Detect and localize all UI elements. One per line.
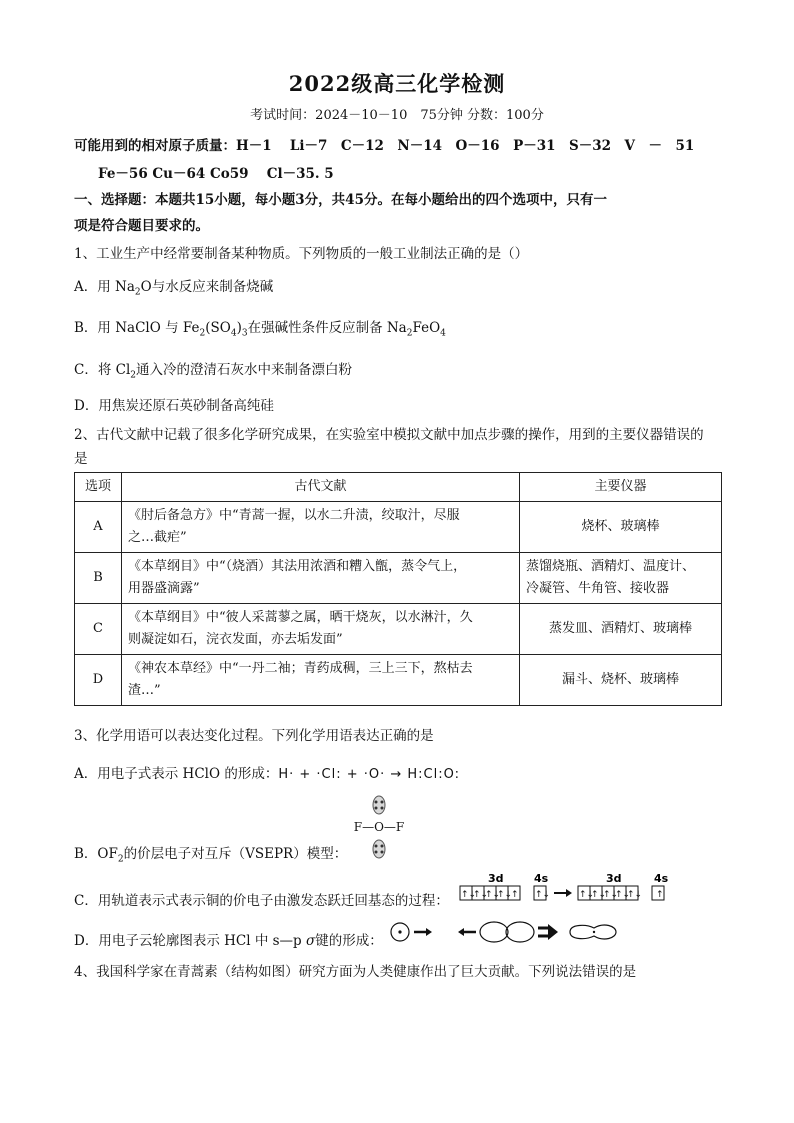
subscript: 2 xyxy=(406,328,413,339)
label-4s: 4s xyxy=(534,872,549,885)
instrument-line: 蒸馏烧瓶、酒精灯、温度计、 xyxy=(526,559,696,574)
row-option: C xyxy=(75,604,122,655)
subscript: 4 xyxy=(440,328,446,339)
literature-line: 《神农本草经》中“一丹二袖；青药成稠，三上三下，熬枯去 xyxy=(128,661,473,676)
electron-formula: H· + ·Cl: + ·O· → H:Cl:O: xyxy=(278,767,461,782)
option-text: 的价层电子对互斥（VSEPR）模型： xyxy=(123,846,348,862)
svg-text:↑↓: ↑↓ xyxy=(579,890,595,900)
option-text: A．用电子式表示 HClO 的形成： xyxy=(74,766,279,782)
section-heading-line2: 项是符合题目要求的。 xyxy=(74,218,209,234)
label-4s-right: 4s xyxy=(654,872,669,885)
svg-text:↑↓: ↑↓ xyxy=(603,890,619,900)
literature-line: 《肘后备急方》中“青蒿一握，以水二升渍，绞取汁，尽服 xyxy=(128,508,460,523)
subscript: 2 xyxy=(130,370,137,381)
literature-line: 则凝淀如石，浣衣发面，亦去垢发面” xyxy=(128,632,343,647)
row-option: B xyxy=(75,553,122,604)
literature-line: 《本草纲目》中“彼人采蒿蓼之属，晒干烧灰，以水淋汁，久 xyxy=(128,610,473,625)
svg-text:↑↓: ↑↓ xyxy=(497,890,513,900)
question-2-table xyxy=(74,472,722,706)
header-option: 选项 xyxy=(75,473,122,502)
question-3-option-b xyxy=(74,842,347,865)
option-text: B．用 NaClO 与 Fe xyxy=(74,320,200,336)
question-1-option-c xyxy=(74,358,352,381)
question-4-stem: 4、我国科学家在青蒿素（结构如图）研究方面为人类健康作出了巨大贡献。下列说法错误的是 xyxy=(74,964,637,980)
option-text: O与水反应来制备烧碱 xyxy=(140,279,274,295)
svg-text:↑↓: ↑↓ xyxy=(615,890,631,900)
question-1-option-a xyxy=(74,275,273,298)
svg-text:↑↓: ↑↓ xyxy=(591,890,607,900)
row-literature xyxy=(122,604,520,655)
svg-text:↑↓: ↑↓ xyxy=(473,890,489,900)
row-option: A xyxy=(75,502,122,553)
row-instruments: 漏斗、烧杯、玻璃棒 xyxy=(520,655,722,706)
table-row xyxy=(75,604,722,655)
question-2-stem-line1: 2、古代文献中记载了很多化学研究成果，在实验室中模拟文献中加点步骤的操作，用到的主要仪器错误的 xyxy=(74,427,704,443)
option-text: 在强碱性条件反应制备 Na xyxy=(247,320,407,336)
vsepr-label: F—O—F xyxy=(353,820,405,834)
row-literature xyxy=(122,502,520,553)
svg-text:↑: ↑ xyxy=(511,890,519,900)
header-literature: 古代文献 xyxy=(122,473,520,502)
svg-text:↑↓: ↑↓ xyxy=(535,890,551,900)
orbital-diagram xyxy=(458,872,678,908)
page-title: 2022级高三化学检测 xyxy=(288,71,506,96)
literature-line: 渣…” xyxy=(128,683,161,698)
row-option: D xyxy=(75,655,122,706)
option-text: 键的形成： xyxy=(315,933,383,949)
table-header-row xyxy=(75,473,722,502)
row-literature xyxy=(122,553,520,604)
subscript: 2 xyxy=(134,287,141,298)
option-text: ) xyxy=(236,320,242,336)
svg-text:↑: ↑ xyxy=(656,890,664,900)
literature-line: 之…截疟” xyxy=(128,530,187,545)
question-1-stem: 1、工业生产中经常要制备某种物质。下列物质的一般工业制法正确的是（） xyxy=(74,246,529,262)
question-3-stem: 3、化学用语可以表达变化过程。下列化学用语表达正确的是 xyxy=(74,728,434,744)
svg-text:↑↓: ↑↓ xyxy=(461,890,477,900)
question-2-stem-line2: 是 xyxy=(74,451,88,467)
subscript: 4 xyxy=(230,328,237,339)
question-3-option-d xyxy=(74,929,383,949)
literature-line: 《本草纲目》中“（烧酒）其法用浓酒和糟入甑，蒸令气上， xyxy=(128,559,467,574)
literature-line: 用器盛滴露” xyxy=(128,581,200,596)
option-text: FeO xyxy=(412,320,441,336)
table-row xyxy=(75,553,722,604)
subscript: 3 xyxy=(241,328,248,339)
row-literature xyxy=(122,655,520,706)
instrument-line: 冷凝管、牛角管、接收器 xyxy=(526,581,670,596)
header-instruments: 主要仪器 xyxy=(520,473,722,502)
row-instruments: 蒸发皿、酒精灯、玻璃棒 xyxy=(520,604,722,655)
option-text: C．将 Cl xyxy=(74,362,131,378)
label-3d-right: 3d xyxy=(606,872,622,885)
atomic-masses-line1: 可能用到的相对原子质量：H－1 Li－7 C－12 N－14 O－16 P－31 S－32 V － 51 xyxy=(74,138,695,154)
svg-text:↑↓: ↑↓ xyxy=(485,890,501,900)
option-text: (SO xyxy=(205,320,231,336)
subscript: 2 xyxy=(117,854,124,865)
sigma-symbol: σ xyxy=(305,933,316,949)
svg-text:↑↓: ↑↓ xyxy=(627,890,643,900)
question-3-option-a xyxy=(74,762,460,782)
vsepr-model-figure xyxy=(344,792,414,862)
atomic-masses-line2: Fe－56 Cu－64 Co59 Cl－35. 5 xyxy=(98,166,334,182)
row-instruments xyxy=(520,553,722,604)
table-row xyxy=(75,502,722,553)
question-1-option-b xyxy=(74,316,446,339)
question-1-option-d: D．用焦炭还原石英砂制备高纯硅 xyxy=(74,398,274,414)
option-text: 通入冷的澄清石灰水中来制备漂白粉 xyxy=(136,362,353,378)
label-3d: 3d xyxy=(488,872,504,885)
option-text: A．用 Na xyxy=(74,279,135,295)
option-text: B．OF xyxy=(74,846,118,862)
row-instruments: 烧杯、玻璃棒 xyxy=(520,502,722,553)
table-row xyxy=(75,655,722,706)
subscript: 2 xyxy=(199,328,206,339)
electron-cloud-figure xyxy=(390,918,620,946)
section-heading-line1: 一、选择题：本题共15小题，每小题3分，共45分。在每小题给出的四个选项中，只有一 xyxy=(74,192,607,208)
question-3-option-c: C．用轨道表示式表示铜的价电子由激发态跃迁回基态的过程： xyxy=(74,893,449,909)
option-text: D．用电子云轮廓图表示 HCl 中 s—p xyxy=(74,933,306,949)
exam-info: 考试时间：2024－10－10 75分钟 分数：100分 xyxy=(250,108,544,123)
